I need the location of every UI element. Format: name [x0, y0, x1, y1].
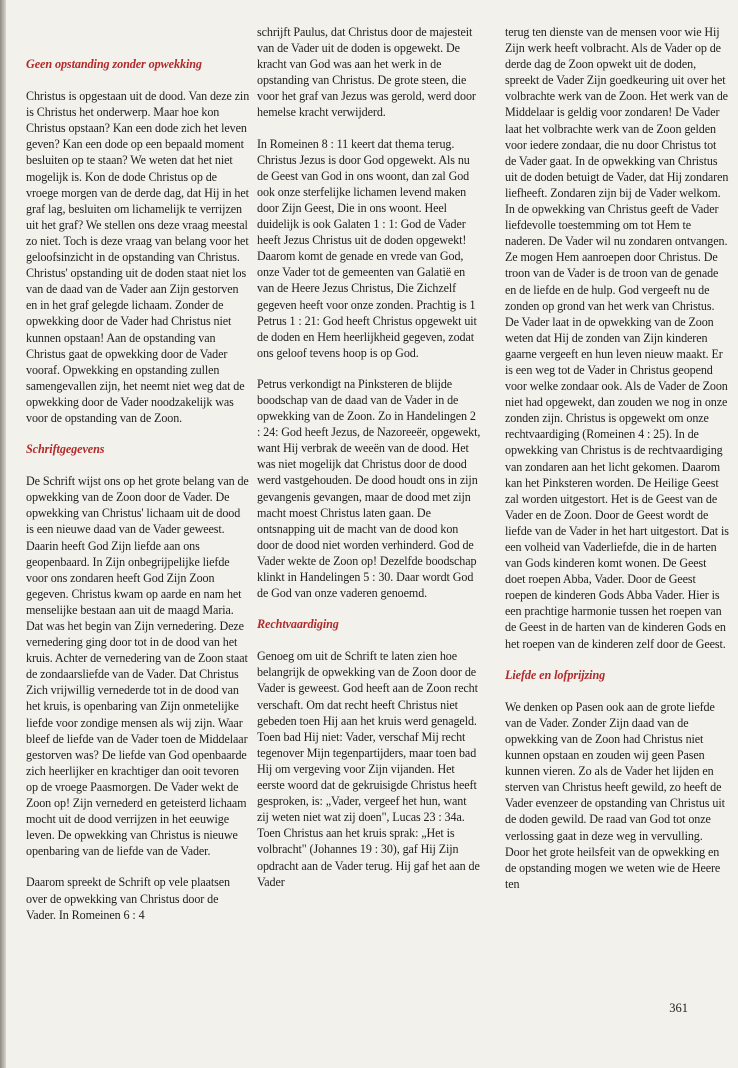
- paragraph: Daarom spreekt de Schrift op vele plaatsen over de opwekking van Christus door de Vader. In Romeinen 6 : 4: [26, 875, 231, 922]
- column-1: [26, 56, 250, 938]
- section-heading: Geen opstanding zonder opwekking: [26, 57, 202, 71]
- column-3: [505, 24, 729, 907]
- paragraph: Petrus verkondigt na Pinksteren de blijde boodschap van de daad van de Vader in de opwekking van de Zoon. Zo in Handelingen 2 : 24: God heeft Jezus, de Nazoreeër, opgewekt, want Hij verbrak de weeën van de dood. Het was niet mogelijk dat Christus door de dood werd vastgehouden. De dood houdt ons in zijn gevangenis gevangen, maar de dood met zijn macht moest Christus laten gaan. De ontsnapping uit de macht van de dood kon door de dood niet worden verhinderd. God de Vader wekte de Zoon op! Dezelfde boodschap klinkt in Handelingen 5 : 30. Daar wordt God de God van onze vaderen genoemd.: [257, 376, 481, 601]
- section-heading: Liefde en lofprijzing: [505, 667, 606, 682]
- paragraph: De Schrift wijst ons op het grote belang van de opwekking van de Zoon door de Vader. De opwekking van Christus' lichaam uit de dood is een nieuwe daad van de Vader geweest. Daarin heeft God Zijn liefde aan ons geopenbaard. In Zijn onbegrijpelijke liefde voor ons zondaren heeft God Zijn Zoon gegeven. Christus kwam op aarde en nam het menselijke bestaan aan uit de maagd Maria. Dat was het begin van Zijn vernedering. Deze vernedering ging door tot in de dood van het kruis. Achter de vernedering van de Zoon staat de zondaarsliefde van de Vader. Dat Christus Zich vrijwillig vernederde tot in de dood van het kruis, is openbaring van Zijn onmetelijke liefde voor zondige mensen als wij zijn. Waar bleef de liefde van de Vader toen de Middelaar gestorven was? De liefde van God openbaarde zich heerlijker en krachtiger dan ooit tevoren op de vroege Paasmorgen. De Vader wekt de Zoon op! Zijn vernederd en geteisterd lichaam mocht uit de dood verrijzen in het eeuwige leven. De opwekking van Christus is nieuwe openbaring van de liefde van de Vader.: [26, 474, 249, 859]
- section-heading: Rechtvaardiging: [257, 617, 339, 632]
- paragraph: terug ten dienste van de mensen voor wie Hij Zijn werk heeft volbracht. Als de Vader op de derde dag de Zoon opwekt uit de doden, spreekt de Vader Zijn goedkeuring uit over het volbrachte werk van de Zoon. Het werk van de Middelaar is geldig voor zondaren! De Vader laat het volbrachte werk van de Zoon gelden voor iedere zondaar, die nu door Christus tot de Vader gaat. In de opwekking van Christus uit de doden betuigt de Vader, dat Hij zondaren liefheeft. Zondaren zijn bij de Vader welkom. In de opwekking van Christus geeft de Vader liefdevolle toestemming om tot Hem te naderen. De Vader wil nu zondaren ontvangen. Ze mogen Hem aanroepen door Christus. De troon van de Vader is de troon van de genade en de liefde en de hulp. God vergeeft nu de zonden op grond van het werk van Christus. De Vader laat in de opwekking van de Zoon weten dat Hij de zonden van Zijn kinderen gaarne vergeeft en hun leven nieuw maakt. Er is een weg tot de Vader in Christus geopend voor welke zondaar ook. Als de Vader de Zoon niet had opgewekt, dan zouden we nog in onze zonden zijn. Christus is opgewekt om onze rechtvaardiging (Romeinen 4 : 25). In de opwekking van Christus is de rechtvaardiging van zondaren aan het licht gekomen. Daarom kan het Pinksteren worden. De Heilige Geest zal worden uitgestort. Het is de Geest van de Vader en de Zoon. Door de Geest wordt de liefde van de Vader in het hart uitgestort. Dat is een volheid van Vaderliefde, die in de harten van Gods kinderen komt wonen. De Geest doet roepen Abba, Vader. Door de Geest roepen de kinderen Gods Abba Vader. Hier is een prachtige harmonie tussen het roepen van de Geest in de harten van de kinderen Gods en het roepen van de kinderen zelf door de Geest.: [505, 25, 729, 651]
- paragraph: Christus is opgestaan uit de dood. Van deze zin is Christus het onderwerp. Maar hoe kon Christus opstaan? Kan een dode zich het leven geven? Kan een dode op een bepaald moment besluiten op te staan? We weten dat het niet mogelijk is. Kon de dode Christus op de vroege morgen van de derde dag, dat Hij in het graf lag, besluiten om lichamelijk te verrijzen uit het graf? We stellen ons deze vraag meestal zo niet. Toch is deze vraag van belang voor het geloofsinzicht in de opstanding van Christus. Christus' opstanding uit de doden staat niet los van de daad van de Vader aan Zijn gestorven en in het graf gelegde lichaam. Zonder de opwekking door de Vader had Christus niet kunnen opstaan! Aan de opstanding van Christus gaat de opwekking door de Vader vooraf. Opwekking en opstanding zullen samengevallen zijn, het neemt niet weg dat de opwekking door de Vader noodzakelijk was voor de opstanding van de Zoon.: [26, 89, 250, 425]
- paragraph: In Romeinen 8 : 11 keert dat thema terug. Christus Jezus is door God opgewekt. Als nu de Geest van God in ons woont, dan zal God ook onze sterfelijke lichamen levend maken door Zijn Geest, Die in ons woont. Heel duidelijk is ook Galaten 1 : 1: God de Vader heeft Jezus Christus uit de doden opgewekt! Daarom komt de genade en vrede van God, onze Vader tot de gemeenten van Galatië en van de Heere Jezus Christus, Die Zichzelf gegeven heeft voor onze zonden. Prachtig is 1 Petrus 1 : 21: God heeft Christus opgewekt uit de doden en Hem heerlijkheid gegeven, zodat ons geloof tevens hoop is op God.: [257, 136, 477, 360]
- paragraph: We denken op Pasen ook aan de grote liefde van de Vader. Zonder Zijn daad van de opwekking van de Zoon had Christus niet kunnen opstaan en zouden wij geen Pasen kunnen vieren. Zo als de Vader het lijden en sterven van Christus heeft gewild, zo heeft de Vader evenzeer de opstanding van Christus uit de doden gewild. De raad van God tot onze verlossing gaat in deze weg in vervulling. Door het grote heilsfeit van de opwekking en de opstanding mogen we weten wie de Heere ten: [505, 699, 725, 891]
- paragraph: Genoeg om uit de Schrift te laten zien hoe belangrijk de opwekking van de Zoon door de Vader is geweest. God heeft aan de Zoon recht verschaft. Om dat recht heeft Christus niet gebeden toen Hij aan het kruis werd genageld. Toen bad Hij niet: Vader, verschaf Mij recht tegenover Mijn tegenpartijders, maar toen bad Hij om vergeving voor Zijn vijanden. Het eerste woord dat de gekruisigde Christus heeft gesproken, is: „Vader, vergeef het hun, want zij weten niet wat zij doen", Lucas 23 : 34a. Toen Christus aan het kruis sprak: „Het is volbracht" (Johannes 19 : 30), gaf Hij Zijn opdracht aan de Vader terug. Hij gaf het aan de Vader: [257, 649, 480, 889]
- section-heading: Schriftgegevens: [26, 442, 105, 457]
- column-2: [257, 24, 481, 905]
- page-edge: [0, 0, 6, 1068]
- page-number: 361: [669, 1001, 688, 1015]
- paragraph: schrijft Paulus, dat Christus door de majesteit van de Vader uit de doden is opgewekt. De kracht van God was aan het werk in de opstanding van Christus. De grote steen, die voor het graf van Jezus was gerold, werd door hemelse kracht verwijderd.: [257, 25, 476, 120]
